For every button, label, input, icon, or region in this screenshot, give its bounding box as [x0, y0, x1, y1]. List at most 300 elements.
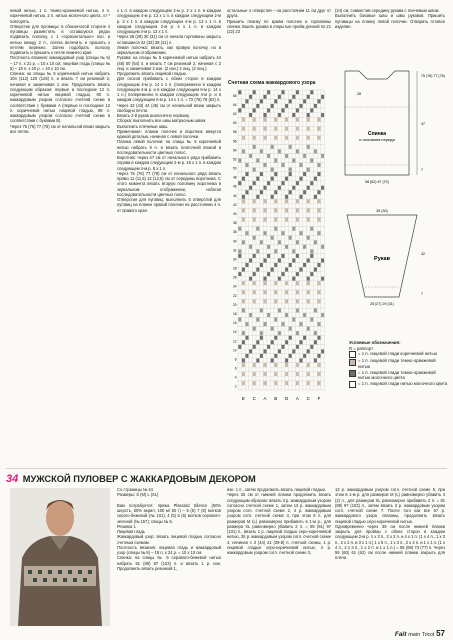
- chart-cell: [242, 118, 245, 122]
- chart-cell: [307, 281, 310, 285]
- chart-cell: [260, 240, 263, 244]
- chart-cell: [318, 127, 321, 131]
- chart-cell: [246, 354, 249, 358]
- chart-column-letter: B: [274, 396, 278, 401]
- chart-row-label: 66: [232, 93, 237, 98]
- chart-cell: [246, 322, 249, 326]
- chart-cell: [267, 272, 270, 276]
- chart-cell: [321, 95, 324, 99]
- chart-row-label: 44: [232, 193, 237, 198]
- chart-cell: [282, 163, 285, 167]
- chart-cell: [318, 199, 321, 203]
- chart-cell: [242, 363, 245, 367]
- chart-cell: [300, 358, 303, 362]
- chart-cell: [285, 372, 288, 376]
- chart-cell: [296, 308, 299, 312]
- chart-row-label: 64: [232, 102, 237, 107]
- chart-cell: [274, 336, 277, 340]
- chart-cell: [278, 277, 281, 281]
- chart-cell: [253, 199, 256, 203]
- chart-row-label: 2: [234, 384, 237, 389]
- lower-text-column-1: Со страницы № 24 Размеры: S (M) L (XL) Вам потребуется: пряжа Plassard Silence (50% шерсть, 50% акрил; 100 м/ 50 г) – 5 (6) 7 (8) мотков серого-бежевой (№ 101), 4 (5) 5 (6) мотков серовато-зеленой (№ 157); спицы № 5. Резинка 1 Лицевая гладь Жаккардовый узор: вязать лицевой гладью согласно счетным схемам. Плотность вязания: лицевая гладь и жаккардовый узор (спицы № 5) – 18 п. x 24 р. = 10 x 10 см. Спинка: на спицы № 5 серовато-бежевой нитью набрать 81 (89) 97 (103) п. и вязать 1 р. изн. Продолжить вязать резинкой 1,: [117, 487, 221, 571]
- chart-cell: [314, 240, 317, 244]
- chart-cell: [318, 218, 321, 222]
- chart-cell: [285, 268, 288, 272]
- chart-cell: [289, 354, 292, 358]
- chart-cell: [307, 218, 310, 222]
- chart-cell: [256, 227, 259, 231]
- legend-swatch: [349, 359, 356, 366]
- legend-item: [349, 370, 449, 381]
- chart-cell: [303, 99, 306, 103]
- chart-cell: [274, 318, 277, 322]
- chart-column-letter: C: [252, 396, 256, 401]
- chart-cell: [242, 149, 245, 153]
- chart-cell: [307, 372, 310, 376]
- chart-cell: [310, 318, 313, 322]
- chart-cell: [310, 158, 313, 162]
- chart-cell: [307, 290, 310, 294]
- chart-cell: [246, 163, 249, 167]
- chart-cell: [246, 231, 249, 235]
- chart-cell: [310, 108, 313, 112]
- svg-text:25 (27) 29 (31): 25 (27) 29 (31): [370, 302, 394, 306]
- chart-row-label: 6: [234, 366, 237, 371]
- chart-cell: [318, 290, 321, 294]
- chart-cell: [296, 290, 299, 294]
- chart-cell: [260, 190, 263, 194]
- chart-cell: [307, 349, 310, 353]
- chart-cell: [278, 95, 281, 99]
- chart-cell: [256, 177, 259, 181]
- chart-cell: [285, 118, 288, 122]
- chart-cell: [264, 118, 267, 122]
- svg-text:и половина переда: и половина переда: [359, 137, 395, 142]
- chart-column-letter: A: [263, 396, 267, 401]
- chart-cell: [274, 172, 277, 176]
- chart-cell: [296, 199, 299, 203]
- chart-cell: [289, 145, 292, 149]
- chart-cell: [318, 118, 321, 122]
- chart-cell: [253, 327, 256, 331]
- chart-cell: [264, 218, 267, 222]
- chart-cell: [303, 336, 306, 340]
- chart-cell: [285, 104, 288, 108]
- legend-text: R = раппорт: [349, 345, 374, 351]
- chart-cell: [307, 136, 310, 140]
- chart-cell: [296, 372, 299, 376]
- chart-cell: [318, 208, 321, 212]
- chart-cell: [238, 318, 241, 322]
- chart-cell: [264, 186, 267, 190]
- legend-text: = 1 п. лицевой глади темно-оранжевой нитью молочного цвета: [358, 369, 436, 381]
- chart-cell: [238, 345, 241, 349]
- chart-cell: [271, 327, 274, 331]
- chart-cell: [285, 154, 288, 158]
- chart-cell: [267, 313, 270, 317]
- chart-row-label: 14: [232, 330, 237, 335]
- jacquard-chart: [226, 88, 334, 428]
- chart-cell: [271, 236, 274, 240]
- chart-cell: [274, 354, 277, 358]
- svg-text:58 (62) 67 (70): 58 (62) 67 (70): [365, 180, 389, 184]
- chart-cell: [253, 136, 256, 140]
- chart-cell: [310, 254, 313, 258]
- chart-cell: [296, 90, 299, 94]
- chart-cell: [282, 90, 285, 94]
- chart-cell: [292, 186, 295, 190]
- chart-cell: [282, 108, 285, 112]
- chart-cell: [303, 245, 306, 249]
- chart-cell: [285, 127, 288, 131]
- chart-cell: [238, 90, 241, 94]
- chart-cell: [264, 258, 267, 262]
- legend-text: = 1 п. лицевой глади нитью молочного цвета: [358, 380, 448, 386]
- chart-cell: [285, 245, 288, 249]
- chart-cell: [253, 272, 256, 276]
- chart-cell: [282, 322, 285, 326]
- legend-item: [349, 351, 449, 358]
- chart-row-label: 12: [232, 339, 237, 344]
- chart-cell: [238, 108, 241, 112]
- chart-cell: [300, 195, 303, 199]
- chart-cell: [314, 104, 317, 108]
- chart-cell: [271, 358, 274, 362]
- chart-cell: [267, 181, 270, 185]
- chart-cell: [278, 113, 281, 117]
- chart-cell: [303, 190, 306, 194]
- chart-cell: [271, 195, 274, 199]
- chart-cell: [274, 99, 277, 103]
- chart-cell: [249, 154, 252, 158]
- chart-cell: [267, 90, 270, 94]
- chart-cell: [321, 245, 324, 249]
- chart-cell: [307, 95, 310, 99]
- chart-cell: [310, 345, 313, 349]
- chart-cell: [285, 281, 288, 285]
- chart-cell: [321, 349, 324, 353]
- chart-cell: [289, 336, 292, 340]
- chart-cell: [267, 154, 270, 158]
- chart-cell: [307, 258, 310, 262]
- chart-cell: [292, 158, 295, 162]
- chart-cell: [249, 186, 252, 190]
- chart-cell: [274, 363, 277, 367]
- schema-front-label: Спинка: [367, 131, 387, 137]
- chart-cell: [274, 227, 277, 231]
- chart-cell: [318, 336, 321, 340]
- chart-row-label: 28: [232, 266, 237, 271]
- chart-column-letter: C: [306, 396, 310, 401]
- lower-text-column-2: изн. 1 п., затем продолжить вязать лицевой гладью. Через 25 см от нижней планки продолжить вязать следующим образом: вязать 3 р. жаккардовым узором согласно счетной схеме 1, затем 13 р. жаккардовым узором согл. счетной схеме 2, 4 р. жаккардовым узором согл. счетной схеме 3, при этом 8 п. для размеров M (L) равномерно прибавить в 1-м р., для размера XL равномерно убавить 2 п. = 85 (91) 97 (101) п., вязать 1 р. лицевой гладью серо-коричневой нитью, 25 р. жаккардовым узором согл. счетной схеме 4, начиная с 3 (44) 41 (39-й) п. счетной схемы, 1 р. лицевой гладью серо-коричневой нитью, 4 р. жаккардовым узором согл. счетной схеме 3,: [227, 487, 331, 555]
- chart-cell: [264, 349, 267, 353]
- chart-cell: [307, 381, 310, 385]
- chart-cell: [253, 118, 256, 122]
- chart-cell: [318, 163, 321, 167]
- chart-cell: [242, 268, 245, 272]
- chart-cell: [246, 172, 249, 176]
- chart-cell: [253, 208, 256, 212]
- chart-cell: [296, 363, 299, 367]
- chart-row-label: 20: [232, 302, 237, 307]
- chart-cell: [256, 268, 259, 272]
- chart-cell: [260, 331, 263, 335]
- chart-cell: [318, 354, 321, 358]
- chart-row-label: 60: [232, 121, 237, 126]
- schema-sleeve-label: Рукав: [374, 256, 390, 262]
- chart-cell: [271, 168, 274, 172]
- chart-cell: [296, 136, 299, 140]
- chart-cell: [246, 190, 249, 194]
- sleeve-schematic: [337, 205, 447, 315]
- chart-cell: [278, 349, 281, 353]
- chart-cell: [289, 168, 292, 172]
- chart-cell: [267, 245, 270, 249]
- chart-cell: [271, 177, 274, 181]
- chart-row-label: 54: [232, 148, 237, 153]
- chart-cell: [249, 258, 252, 262]
- chart-cell: [278, 308, 281, 312]
- chart-cell: [249, 313, 252, 317]
- chart-cell: [300, 163, 303, 167]
- chart-cell: [318, 372, 321, 376]
- chart-cell: [282, 272, 285, 276]
- chart-cell: [292, 249, 295, 253]
- chart-cell: [264, 113, 267, 117]
- chart-cell: [285, 340, 288, 344]
- chart-cell: [307, 113, 310, 117]
- chart-cell: [274, 158, 277, 162]
- chart-cell: [318, 172, 321, 176]
- chart-cell: [292, 95, 295, 99]
- chart-row-label: 36: [232, 230, 237, 235]
- chart-cell: [285, 208, 288, 212]
- chart-cell: [285, 136, 288, 140]
- text-column-3: остальные 4 отверстия – на расстоянии 11 см друг от друга. Пришить планку по краям полочек и горловины спинки. Вшить рукава в открытые пройм длиной по 21 (22) 23: [227, 8, 331, 34]
- chart-row-label: 8: [234, 357, 237, 362]
- chart-cell: [303, 154, 306, 158]
- chart-cell: [307, 186, 310, 190]
- chart-cell: [253, 127, 256, 131]
- chart-cell: [249, 95, 252, 99]
- chart-cell: [289, 172, 292, 176]
- chart-cell: [278, 149, 281, 153]
- chart-row-label: 42: [232, 202, 237, 207]
- section-number: 34: [6, 473, 19, 485]
- chart-cell: [256, 104, 259, 108]
- svg-text:28: 28: [357, 92, 361, 96]
- chart-cell: [246, 263, 249, 267]
- chart-cell: [264, 163, 267, 167]
- chart-cell: [296, 345, 299, 349]
- chart-cell: [253, 372, 256, 376]
- chart-row-label: 24: [232, 284, 237, 289]
- chart-row-label: 26: [232, 275, 237, 280]
- chart-cell: [264, 372, 267, 376]
- chart-cell: [249, 277, 252, 281]
- chart-cell: [253, 90, 256, 94]
- chart-cell: [274, 381, 277, 385]
- chart-cell: [300, 268, 303, 272]
- chart-cell: [314, 177, 317, 181]
- chart-cell: [296, 331, 299, 335]
- chart-row-label: 18: [232, 312, 237, 316]
- legend-text: = 1 п. лицевой глади коричневой нитью: [358, 351, 437, 357]
- chart-row-label: 16: [232, 321, 237, 326]
- chart-cell: [310, 90, 313, 94]
- chart-cell: [274, 249, 277, 253]
- chart-row-label: 10: [232, 348, 237, 353]
- chart-cell: [242, 199, 245, 203]
- chart-cell: [253, 236, 256, 240]
- model-photo: [10, 488, 110, 626]
- chart-cell: [318, 263, 321, 267]
- chart-cell: [264, 277, 267, 281]
- chart-row-label: 22: [232, 293, 237, 298]
- chart-cell: [300, 322, 303, 326]
- chart-cell: [274, 299, 277, 303]
- chart-cell: [242, 281, 245, 285]
- chart-cell: [307, 236, 310, 240]
- chart-cell: [238, 272, 241, 276]
- chart-row-label: 38: [232, 221, 237, 226]
- chart-cell: [242, 240, 245, 244]
- chart-cell: [264, 136, 267, 140]
- chart-cell: [242, 208, 245, 212]
- chart-cell: [271, 104, 274, 108]
- chart-cell: [307, 168, 310, 172]
- chart-cell: [289, 99, 292, 103]
- chart-cell: [292, 113, 295, 117]
- chart-cell: [242, 299, 245, 303]
- chart-cell: [296, 149, 299, 153]
- chart-row-label: 62: [232, 112, 237, 116]
- chart-cell: [264, 95, 267, 99]
- svg-text:28 (30): 28 (30): [376, 209, 388, 213]
- chart-cell: [238, 181, 241, 185]
- chart-cell: [264, 322, 267, 326]
- chart-cell: [242, 331, 245, 335]
- chart-cell: [278, 186, 281, 190]
- chart-cell: [274, 372, 277, 376]
- chart-cell: [300, 340, 303, 344]
- chart-cell: [274, 118, 277, 122]
- chart-cell: [318, 299, 321, 303]
- chart-cell: [256, 195, 259, 199]
- text-column-1: невой нитью, 1 п. темно-оранжевой нитью, 4 п. коричневой нитью, 2 п. нитью молочного цвета, от * повторять. Отверстие для пуговицы: в сбахончатой стороне 4 пуговицы разместить в оставшуюся рядах подвязать полоску, с 1 «горизонтально» пол. и нитью между 2 п., спетка велечить и прошить к петлям вережно. Затем подобрать полоску подвязать и пришить к петле нижнего края. Плотность вязания: жаккардовый узор (спицы № 5) – 17 п. x 21 р. = 10 x 10 см; лицевая гладь (спицы № 5) – 18 п. x 20 р. = 10 x 10 см. Спинка: на спицы № 5 коричневой нитью набрать 104 (112) 120 (128) п. и вязать 7 см резинкой 2, начиная и заканчивая 1 изн. Продолжить вязать следующим образом: первые и последние 12 п. коричневой нитью лицевой гладью, 80 п. жаккардовым узором согласно счетной схеме в соответствии с буквами A (первые и последние 12 п. коричневой нитью лицевой гладью, 88 п. жаккардовым узором согласно счетной схеме в соответствии с буквами B). Через 75 (76) 77 (78) см от начальной вязки закрыть все петли.: [10, 8, 110, 134]
- chart-cell: [292, 277, 295, 281]
- chart-cell: [256, 340, 259, 344]
- chart-cell: [285, 381, 288, 385]
- chart-cell: [292, 258, 295, 262]
- chart-cell: [303, 313, 306, 317]
- body-schematic: [337, 65, 447, 195]
- chart-cell: [267, 254, 270, 258]
- svg-text:75 (76) 77 (78): 75 (76) 77 (78): [421, 74, 445, 78]
- chart-cell: [307, 327, 310, 331]
- chart-cell: [307, 118, 310, 122]
- chart-row-label: 32: [232, 248, 237, 253]
- chart-cell: [318, 99, 321, 103]
- chart-cell: [303, 263, 306, 267]
- chart-row-label: 46: [232, 184, 237, 189]
- chart-cell: [271, 268, 274, 272]
- text-column-4: (24) см, совместив середину рукава с плечевым швом. Выполнить боковые швы и швы рукавов. Пришить пуговицы на планку левой полочки. Отварить готовое изделие.: [335, 8, 445, 29]
- chart-column-letter: F: [317, 396, 321, 401]
- chart-cell: [318, 381, 321, 385]
- chart-cell: [289, 190, 292, 194]
- chart-column-letter: A: [295, 396, 299, 401]
- chart-cell: [321, 258, 324, 262]
- legend-swatch: [349, 381, 356, 388]
- chart-cell: [285, 313, 288, 317]
- chart-cell: [246, 336, 249, 340]
- chart-cell: [253, 181, 256, 185]
- chart-cell: [318, 231, 321, 235]
- chart-cell: [274, 199, 277, 203]
- chart-cell: [264, 199, 267, 203]
- chart-cell: [256, 358, 259, 362]
- chart-cell: [314, 358, 317, 362]
- chart-cell: [256, 318, 259, 322]
- chart-cell: [264, 290, 267, 294]
- legend-swatch: [349, 370, 356, 377]
- chart-cell: [296, 272, 299, 276]
- chart-cell: [285, 199, 288, 203]
- chart-cell: [296, 240, 299, 244]
- chart-cell: [310, 227, 313, 231]
- chart-cell: [253, 254, 256, 258]
- chart-cell: [285, 177, 288, 181]
- chart-cell: [307, 363, 310, 367]
- chart-cell: [260, 263, 263, 267]
- section-title: МУЖСКОЙ ПУЛОВЕР С ЖАККАРДОВЫМ ДЕКОРОМ: [22, 474, 256, 484]
- chart-cell: [296, 299, 299, 303]
- chart-cell: [292, 349, 295, 353]
- chart-cell: [242, 177, 245, 181]
- chart-cell: [289, 263, 292, 267]
- chart-cell: [292, 318, 295, 322]
- chart-cell: [253, 381, 256, 385]
- chart-cell: [260, 336, 263, 340]
- chart-row-label: 34: [232, 239, 237, 244]
- chart-cell: [264, 231, 267, 235]
- chart-cell: [260, 354, 263, 358]
- chart-cell: [296, 381, 299, 385]
- chart-cell: [278, 331, 281, 335]
- chart-cell: [253, 281, 256, 285]
- legend-title: Условные обозначения:: [349, 340, 401, 345]
- text-column-2: x 1 п. в каждом следующем 2-м р. 2 x 1 п. в каждом следующем 4-м р. 13 x 1 п. в каждом следующем 2-м р. 3 x 1 п. в каждом следующем 4-м р. 13 x 1 п. в каждом следующем 2-м р. 4 x 1 п. в каждом следующем 4-м р. 13 x 1 п. Через 28 (29) 30 (31) см от начала горловины закрыть оставшиеся 32 (33) 38 (41) п. Левая полочка: вязать, как правую полочку, но в зеркальном отображении. Рукава: на спицы № 5 коричневой нитью набрать 44 (48) 50 (54) п. и вязать 7 см резинкой 2, начиная с 2 лиц. и заканчивая 2 изн. (2 изн.) 2 лиц. (2 лиц.). Продолжить вязать лицевой гладью. Для скосов прибавить с обеих сторон в каждом следующем 4-м р. 14 x 1 п. (попеременно в каждом следующем 4-м р. и в каждом следующем 6-м р. 14 x 1 п.) попеременно в каждом следующем 4-м р. и в каждом следующем 6-м р. 14 x 1 п. = 72 (76) 78 (82) п. Через 42 (43) 44 (45) см от начальной вязки закрыть свободно петли. Вязать 2-й рукав аналогично первому. Сборка: выполнить все швы матрасным швом. Выполнить плечевые швы. Примечание: планки полочек и воротник вяжутся единой деталью, начиная с левой полочки. Планка левой полочки: на спицы № 5 коричневой нитью набрать 9 п. и вязать платочной вязкой в последовательности цветных полос. Воротник: через 47 см от начального ряда прибавить справа в каждом следующем 2-м р. 16 x 1 п. в каждом следующем 4-м р. 8 x 1 п. Через 75 (76) 77 (78) см от начального ряда вязать прямо 11 (11,5) 12 (12,5) см от середины воротника. С этого момента вязать вторую половину воротника в зеркальном отображении, избегая последовательности цветных полос. Отверстия для пуговиц: выполнить 5 отверстий для пуговиц на планке правой полочки на расстоянии 4 п. от правого края.: [117, 8, 221, 213]
- chart-cell: [307, 277, 310, 281]
- chart-cell: [282, 254, 285, 258]
- chart-cell: [260, 99, 263, 103]
- chart-cell: [321, 154, 324, 158]
- chart-cell: [238, 227, 241, 231]
- chart-cell: [271, 145, 274, 149]
- chart-cell: [264, 281, 267, 285]
- chart-cell: [260, 308, 263, 312]
- chart-cell: [310, 181, 313, 185]
- svg-text:42: 42: [421, 252, 425, 256]
- chart-cell: [296, 118, 299, 122]
- chart-cell: [246, 99, 249, 103]
- legend-item: [349, 381, 449, 388]
- chart-cell: [249, 349, 252, 353]
- chart-cell: [314, 308, 317, 312]
- chart-cell: [321, 277, 324, 281]
- chart-row-label: 56: [232, 139, 237, 144]
